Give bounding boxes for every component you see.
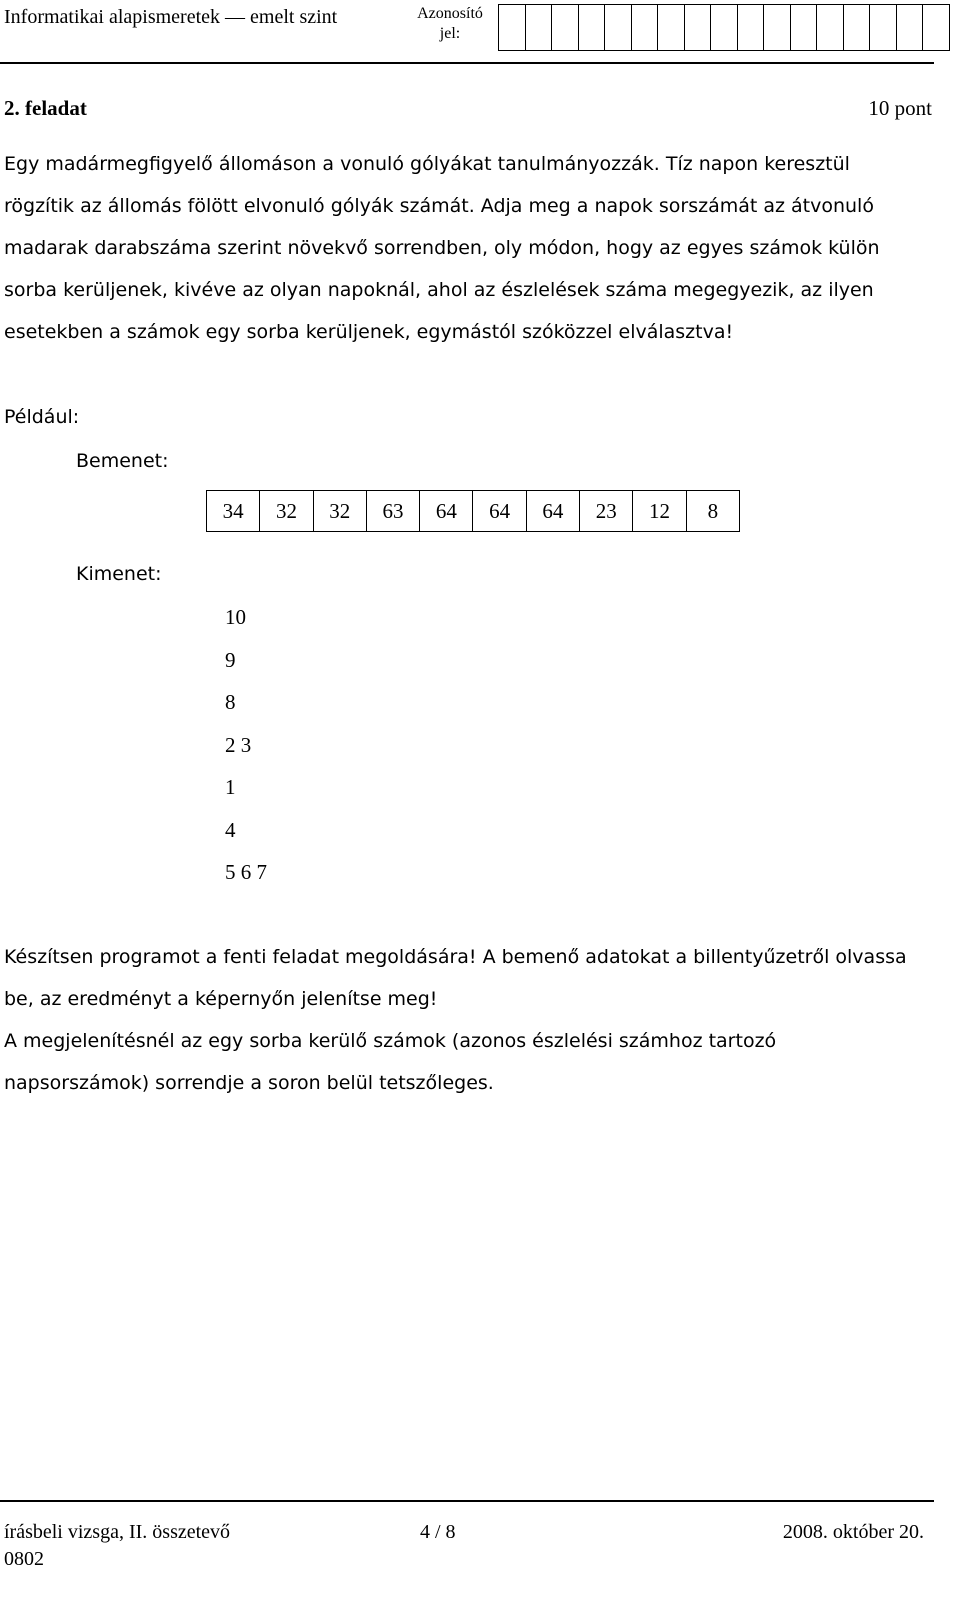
input-cell: 23 bbox=[580, 491, 633, 531]
intro-line: esetekben a számok egy sorba kerüljenek, egymástól szóközzel elválasztva! bbox=[4, 321, 734, 343]
id-box bbox=[605, 5, 632, 50]
description-line: be, az eredményt a képernyőn jelenítse meg! bbox=[4, 988, 438, 1010]
intro-paragraph bbox=[4, 143, 934, 353]
id-box bbox=[552, 5, 579, 50]
output-line: 8 bbox=[225, 690, 236, 714]
id-box bbox=[579, 5, 606, 50]
input-cell: 63 bbox=[367, 491, 420, 531]
description-line: A megjelenítésnél az egy sorba kerülő számok (azonos észlelési számhoz tartozó bbox=[4, 1030, 777, 1052]
description-line: Készítsen programot a fenti feladat megoldására! A bemenő adatokat a billentyűzetről olvassa bbox=[4, 946, 907, 968]
description-line: napsorszámok) sorrendje a soron belül tetszőleges. bbox=[4, 1072, 494, 1094]
output-line: 1 bbox=[225, 775, 236, 799]
output-label: Kimenet: bbox=[76, 563, 162, 585]
task-points: 10 pont bbox=[868, 96, 932, 120]
id-box bbox=[738, 5, 765, 50]
id-box bbox=[844, 5, 871, 50]
id-box bbox=[526, 5, 553, 50]
intro-line: sorba kerüljenek, kivéve az olyan napoknál, ahol az észlelések száma megegyezik, az ilyen bbox=[4, 279, 874, 301]
id-label-line2: jel: bbox=[439, 25, 461, 42]
input-cell: 64 bbox=[420, 491, 473, 531]
id-box bbox=[817, 5, 844, 50]
footer-exam-label: írásbeli vizsga, II. összetevő bbox=[4, 1521, 231, 1543]
task-title: 2. feladat bbox=[4, 96, 87, 120]
output-line: 4 bbox=[225, 817, 236, 842]
input-values-row bbox=[206, 490, 740, 532]
id-box bbox=[764, 5, 791, 50]
id-box bbox=[499, 5, 526, 50]
output-list bbox=[225, 596, 267, 894]
id-box bbox=[632, 5, 659, 50]
footer-rule bbox=[0, 1500, 934, 1502]
output-line: 5 6 7 bbox=[225, 860, 267, 884]
example-label: Például: bbox=[4, 406, 80, 428]
output-line: 2 3 bbox=[225, 732, 252, 757]
input-cell: 8 bbox=[707, 498, 719, 523]
input-cell: 32 bbox=[314, 491, 367, 531]
intro-line: madarak darabszáma szerint növekvő sorrendben, oly módon, hogy az egyes számok külön bbox=[4, 237, 880, 259]
header-rule bbox=[0, 62, 934, 64]
id-box bbox=[685, 5, 712, 50]
intro-line: Egy madármegfigyelő állomáson a vonuló gólyákat tanulmányozzák. Tíz napon keresztül bbox=[4, 153, 850, 175]
intro-line: rögzítik az állomás fölött elvonuló gólyák számát. Adja meg a napok sorszámát az átvonuló bbox=[4, 195, 874, 217]
id-box bbox=[923, 5, 950, 50]
id-label-line1: Azonosító bbox=[417, 5, 483, 22]
task-description bbox=[4, 936, 934, 1104]
input-cell: 64 bbox=[527, 491, 580, 531]
output-line: 9 bbox=[225, 647, 236, 672]
input-cell: 34 bbox=[207, 491, 260, 531]
id-box bbox=[870, 5, 897, 50]
id-box bbox=[897, 5, 924, 50]
footer-page-number: 4 / 8 bbox=[420, 1521, 456, 1543]
id-box bbox=[658, 5, 685, 50]
id-box bbox=[711, 5, 738, 50]
id-boxes bbox=[498, 4, 950, 51]
footer-date: 2008. október 20. bbox=[782, 1521, 924, 1543]
input-cell: 64 bbox=[473, 491, 526, 531]
output-line: 10 bbox=[225, 605, 246, 629]
input-cell: 12 bbox=[633, 491, 686, 531]
id-box bbox=[791, 5, 818, 50]
input-label: Bemenet: bbox=[76, 450, 169, 472]
footer-code: 0802 bbox=[4, 1548, 44, 1570]
id-label bbox=[410, 4, 490, 44]
header-title: Informatikai alapismeretek — emelt szint bbox=[4, 6, 338, 28]
input-cell: 32 bbox=[260, 491, 313, 531]
